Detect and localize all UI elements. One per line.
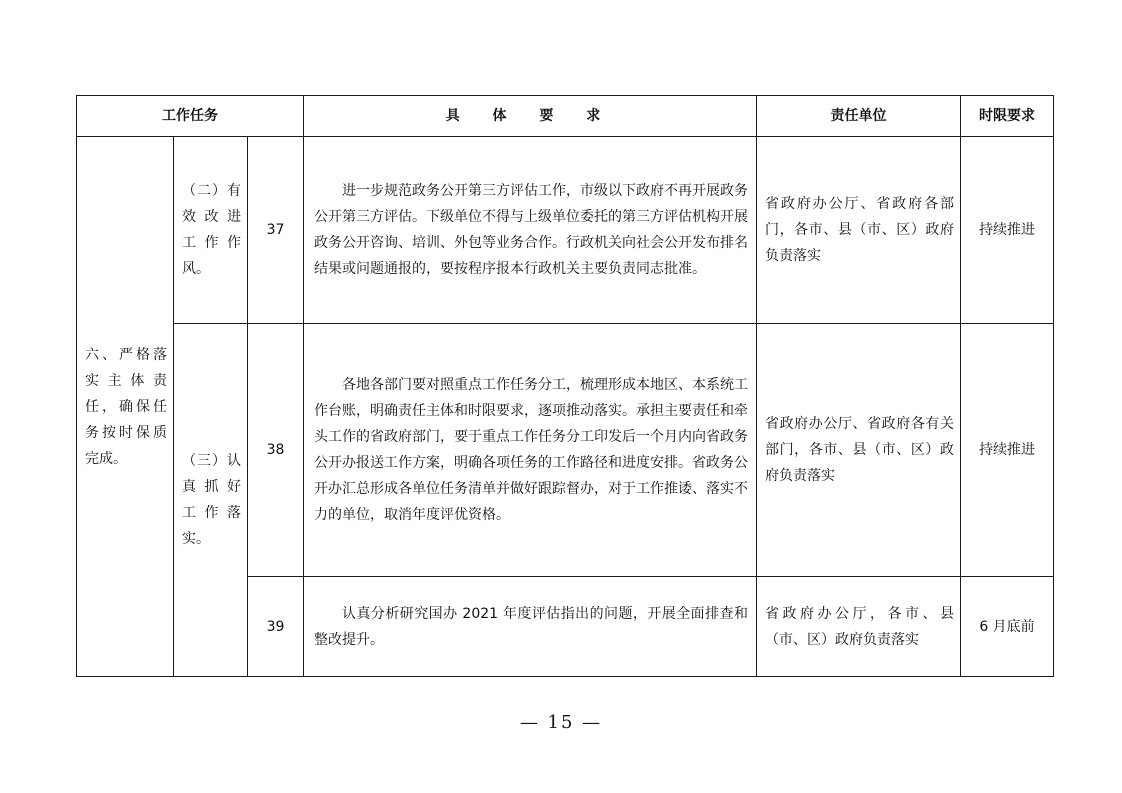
responsible-cell: 省政府办公厅，各市、县（市、区）政府负责落实	[757, 577, 961, 677]
subcategory-line: 实。	[182, 531, 210, 547]
task-table	[76, 95, 1054, 677]
responsible-cell: 省政府办公厅、省政府各有关部门，各市、县（市、区）政府负责落实	[757, 324, 961, 577]
header-task: 工作任务	[77, 96, 304, 137]
page-number: — 15 —	[519, 712, 603, 733]
deadline-cell: 持续推进	[961, 324, 1054, 577]
header-responsible: 责任单位	[757, 96, 961, 137]
requirement-cell	[304, 137, 757, 324]
table-row	[77, 324, 1054, 577]
header-requirement-label: 具 体 要 求	[445, 108, 615, 124]
subcategory-cell	[174, 137, 248, 324]
subcategory-line: （三）认	[182, 453, 241, 469]
requirement-cell	[304, 324, 757, 577]
item-number: 38	[248, 324, 304, 577]
category-cell: 六、严格落实主体责任，确保任务按时保质完成。	[77, 137, 174, 677]
requirement-text: 各地各部门要对照重点工作任务分工，梳理形成本地区、本系统工作台账，明确责任主体和时限要求，逐项推动落实。承担主要责任和牵头工作的省政府部门，要于重点工作任务分工印发后一个月内向省政务公开办报送工作方案，明确各项任务的工作路径和进度安排。省政务公开办汇总形成各单位任务清单并做好跟踪督办，对于工作推诿、落实不力的单位，取消年度评优资格。	[314, 377, 748, 523]
subcategory-line: （二）有	[182, 183, 241, 199]
subcategory-line: 真抓好	[182, 479, 241, 495]
header-row	[77, 96, 1054, 137]
subcategory-cell	[174, 324, 248, 677]
requirement-text: 认真分析研究国办 2021 年度评估指出的问题，开展全面排查和整改提升。	[314, 605, 748, 648]
deadline-cell: 持续推进	[961, 137, 1054, 324]
subcategory-line: 风。	[182, 261, 210, 277]
table-row	[77, 137, 1054, 324]
subcategory-line: 工作作	[182, 235, 241, 251]
header-requirement	[304, 96, 757, 137]
item-number: 37	[248, 137, 304, 324]
responsible-cell: 省政府办公厅、省政府各部门，各市、县（市、区）政府负责落实	[757, 137, 961, 324]
subcategory-line: 工作落	[182, 505, 241, 521]
item-number: 39	[248, 577, 304, 677]
requirement-cell	[304, 577, 757, 677]
header-deadline: 时限要求	[961, 96, 1054, 137]
subcategory-line: 效改进	[182, 209, 241, 225]
deadline-cell: 6 月底前	[961, 577, 1054, 677]
requirement-text: 进一步规范政务公开第三方评估工作，市级以下政府不再开展政务公开第三方评估。下级单位不得与上级单位委托的第三方评估机构开展政务公开咨询、培训、外包等业务合作。行政机关向社会公开发布排名结果或问题通报的，要按程序报本行政机关主要负责同志批准。	[314, 183, 748, 277]
